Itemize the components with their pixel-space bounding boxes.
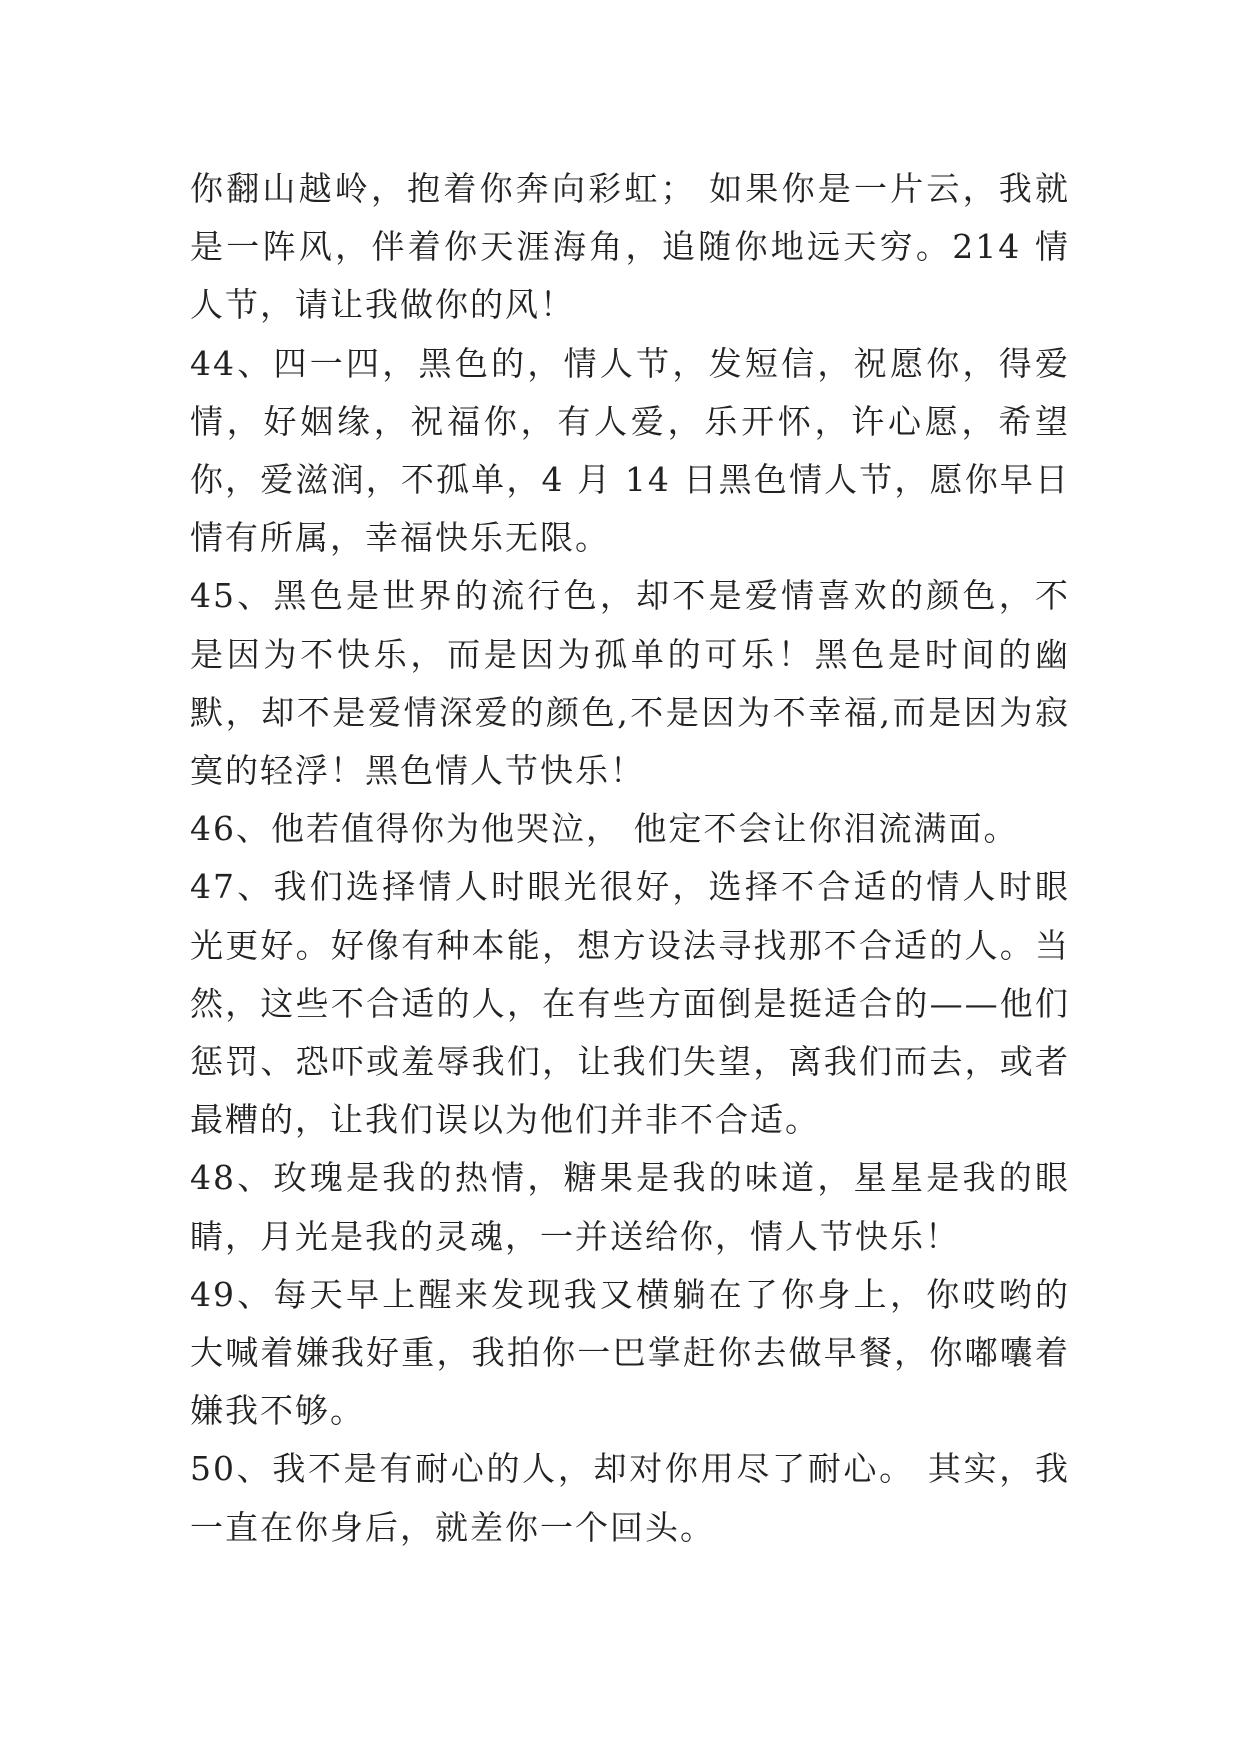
paragraph-continuation: 你翻山越岭，抱着你奔向彩虹； 如果你是一片云，我就是一阵风，伴着你天涯海角，追随你地远天穷。214 情人节，请让我做你的风！ — [190, 169, 1070, 325]
paragraph-49: 49、每天早上醒来发现我又横躺在了你身上，你哎哟的大喊着嫌我好重，我拍你一巴掌赶你去做早餐，你嘟囔着嫌我不够。 — [190, 1274, 1070, 1431]
paragraph-48: 48、玫瑰是我的热情，糖果是我的味道，星星是我的眼睛，月光是我的灵魂，一并送给你，情人节快乐！ — [190, 1158, 1070, 1256]
paragraph-45: 45、黑色是世界的流行色，却不是爱情喜欢的颜色，不是因为不快乐，而是因为孤单的可乐！黑色是时间的幽默，却不是爱情深爱的颜色,不是因为不幸福,而是因为寂寞的轻浮！黑色情人节快乐！ — [190, 576, 1070, 791]
paragraph-47: 47、我们选择情人时眼光很好，选择不合适的情人时眼光更好。好像有种本能，想方设法寻找那不合适的人。当然，这些不合适的人，在有些方面倒是挺适合的——他们惩罚、恐吓或羞辱我们，让我们失望，离我们而去，或者最糟的，让我们误以为他们并非不合适。 — [190, 867, 1070, 1140]
paragraph-50: 50、我不是有耐心的人，却对你用尽了耐心。 其实，我一直在你身后，就差你一个回头。 — [190, 1449, 1070, 1547]
paragraph-46: 46、他若值得你为他哭泣， 他定不会让你泪流满面。 — [190, 809, 1019, 849]
body-text — [190, 160, 1070, 1557]
paragraph-44: 44、四一四，黑色的，情人节，发短信，祝愿你，得爱情，好姻缘，祝福你，有人爱，乐开怀，许心愿，希望你，爱滋润，不孤单，4 月 14 日黑色情人节，愿你早日情有所属，幸福快乐无限。 — [190, 343, 1070, 558]
